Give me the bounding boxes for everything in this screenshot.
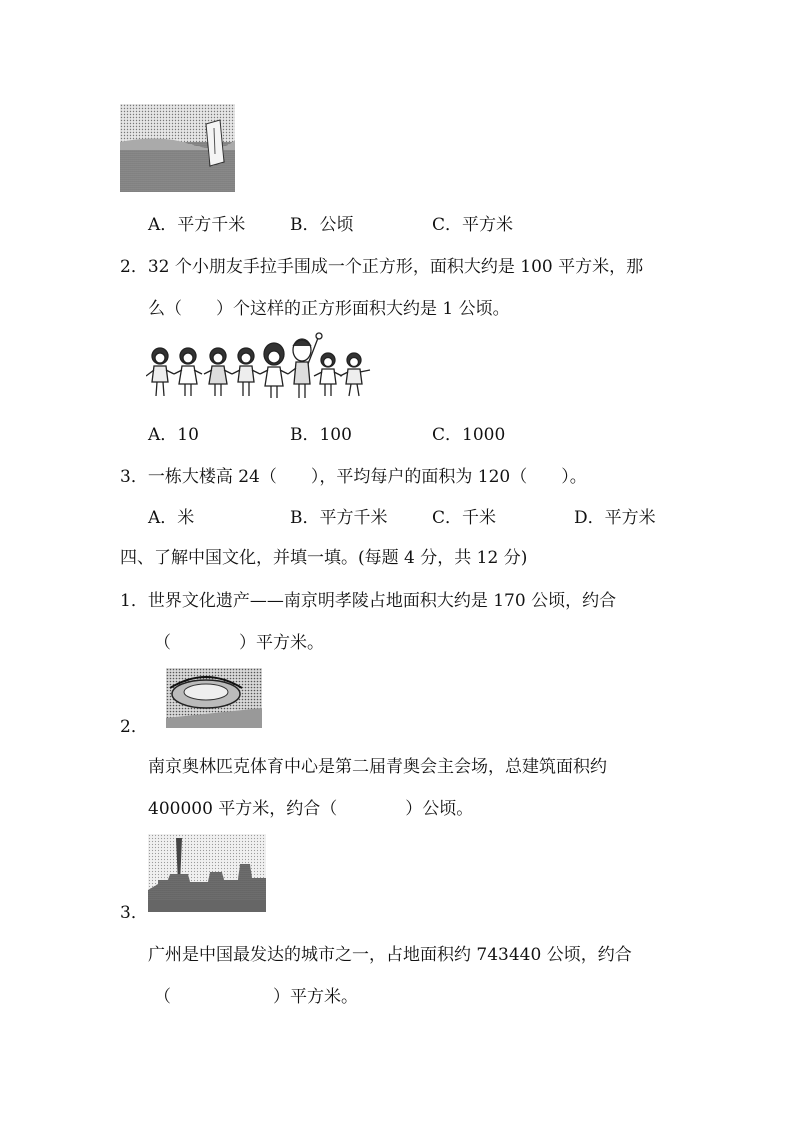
prev-option-a: A．平方千米 bbox=[148, 215, 246, 235]
q2-line2: 么（ ）个这样的正方形面积大约是 1 公顷。 bbox=[148, 299, 510, 319]
s4-p1-line2: （ ）平方米。 bbox=[154, 633, 324, 653]
q3-option-b: B．平方千米 bbox=[290, 508, 388, 528]
q2-option-c: C．1000 bbox=[432, 425, 506, 445]
q2-option-a: A．10 bbox=[148, 425, 199, 445]
q3-option-d: D．平方米 bbox=[574, 508, 656, 528]
q3-option-a: A．米 bbox=[148, 508, 195, 528]
q2-line1: 2．32 个小朋友手拉手围成一个正方形，面积大约是 100 平方米，那 bbox=[120, 257, 644, 277]
q3-option-c: C．千米 bbox=[432, 508, 497, 528]
grassland-photo bbox=[120, 104, 235, 192]
children-holding-hands-illustration bbox=[146, 330, 376, 402]
s4-p2-line1: 南京奥林匹克体育中心是第二届青奥会主会场，总建筑面积约 bbox=[148, 757, 607, 777]
guangzhou-skyline-photo bbox=[148, 834, 266, 912]
s4-p3-number: 3． bbox=[120, 903, 148, 923]
s4-p2-number: 2． bbox=[120, 717, 148, 737]
s4-p1-line1: 1．世界文化遗产——南京明孝陵占地面积大约是 170 公顷，约合 bbox=[120, 591, 617, 611]
prev-option-c: C．平方米 bbox=[432, 215, 514, 235]
s4-p3-line1: 广州是中国最发达的城市之一，占地面积约 743440 公顷，约合 bbox=[148, 945, 632, 965]
q2-option-b: B．100 bbox=[290, 425, 352, 445]
s4-p2-line2: 400000 平方米，约合（ ）公顷。 bbox=[148, 799, 474, 819]
nanjing-olympic-stadium-photo bbox=[166, 668, 262, 728]
prev-option-b: B．公顷 bbox=[290, 215, 354, 235]
s4-p3-line2: （ ）平方米。 bbox=[154, 987, 358, 1007]
section4-heading: 四、了解中国文化，并填一填。(每题 4 分，共 12 分) bbox=[120, 548, 528, 568]
q3-line1: 3．一栋大楼高 24（ ），平均每户的面积为 120（ ）。 bbox=[120, 467, 587, 487]
